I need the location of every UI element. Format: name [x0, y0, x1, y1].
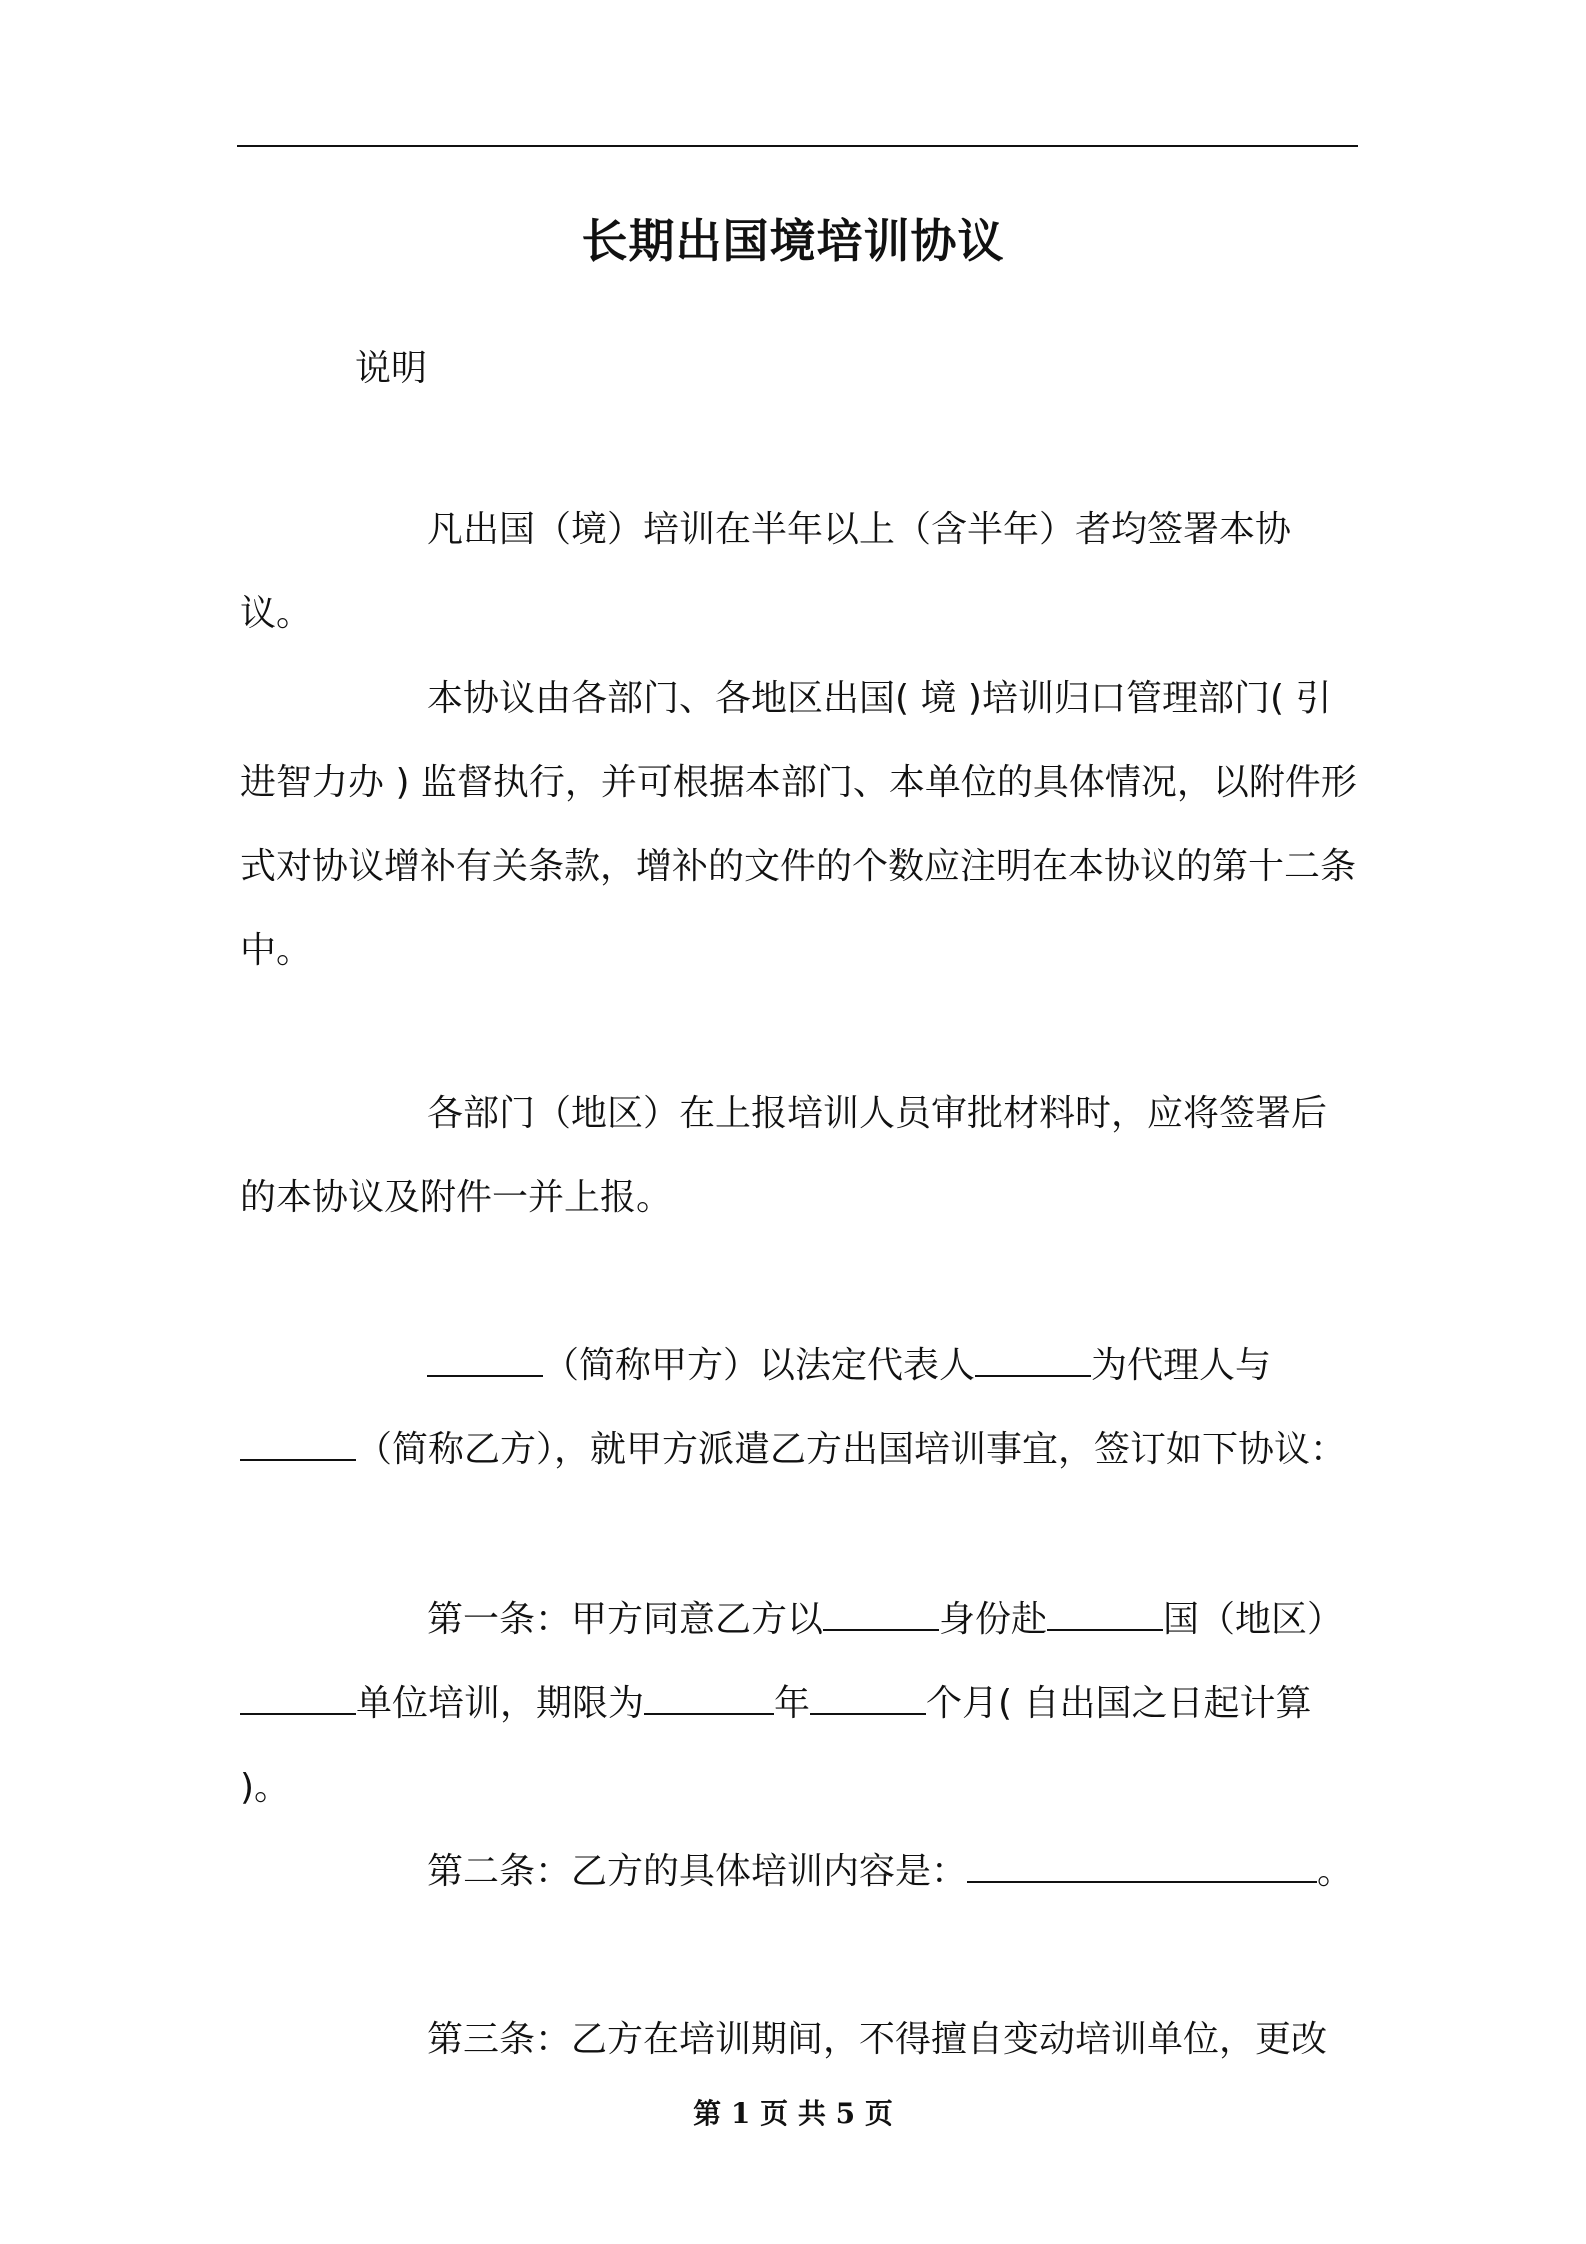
article-3 — [240, 1998, 1358, 2082]
parties-text-b: 为代理人与 — [1091, 1345, 1272, 1386]
blank-country[interactable] — [1047, 1599, 1163, 1631]
paragraph-scope — [240, 488, 1358, 656]
article-1-text-e: 年 — [774, 1683, 811, 1724]
article-1 — [240, 1578, 1358, 1830]
article-2 — [240, 1830, 1358, 1914]
article-1-text-a: 第一条：甲方同意乙方以 — [427, 1599, 824, 1640]
blank-party-a[interactable] — [427, 1345, 543, 1377]
paragraph-scope-text: 凡出国（境）培训在半年以上（含半年）者均签署本协议。 — [240, 509, 1292, 634]
article-3-text: 第三条：乙方在培训期间，不得擅自变动培训单位，更改 — [427, 2019, 1328, 2060]
blank-training-content[interactable] — [967, 1851, 1317, 1883]
article-1-text-c: 国（地区） — [1163, 1599, 1344, 1640]
paragraph-submission — [240, 1072, 1358, 1240]
article-1-text-d: 单位培训，期限为 — [356, 1683, 645, 1724]
article-1-text-f: 个月( 自出国之日起计算 )。 — [240, 1683, 1312, 1808]
blank-months[interactable] — [810, 1683, 926, 1715]
header-rule — [237, 145, 1358, 147]
paragraph-parties — [240, 1324, 1358, 1492]
document-title: 长期出国境培训协议 — [581, 214, 1005, 268]
article-2-text-a: 第二条：乙方的具体培训内容是： — [427, 1851, 968, 1892]
blank-identity[interactable] — [823, 1599, 939, 1631]
article-1-text-b: 身份赴 — [939, 1599, 1048, 1640]
section-label: 说明 — [355, 348, 428, 389]
paragraph-supervision-text: 本协议由各部门、各地区出国( 境 )培训归口管理部门( 引进智力办 ) 监督执行，并可根据本部门、本单位的具体情况，以附件形式对协议增补有关条款，增补的文件的个数应注明在本协议的第十二条中。 — [240, 678, 1357, 971]
paragraph-supervision — [240, 657, 1358, 993]
blank-years[interactable] — [644, 1683, 774, 1715]
article-2-text-b: 。 — [1317, 1851, 1354, 1892]
blank-party-b[interactable] — [240, 1429, 356, 1461]
parties-text-c: （简称乙方），就甲方派遣乙方出国培训事宜，签订如下协议： — [356, 1429, 1347, 1470]
parties-text-a: （简称甲方）以法定代表人 — [543, 1345, 976, 1386]
paragraph-submission-text: 各部门（地区）在上报培训人员审批材料时，应将签署后的本协议及附件一并上报。 — [240, 1093, 1328, 1218]
blank-unit[interactable] — [240, 1683, 356, 1715]
page-number-footer: 第 1 页 共 5 页 — [693, 2097, 893, 2130]
blank-legal-rep[interactable] — [975, 1345, 1091, 1377]
